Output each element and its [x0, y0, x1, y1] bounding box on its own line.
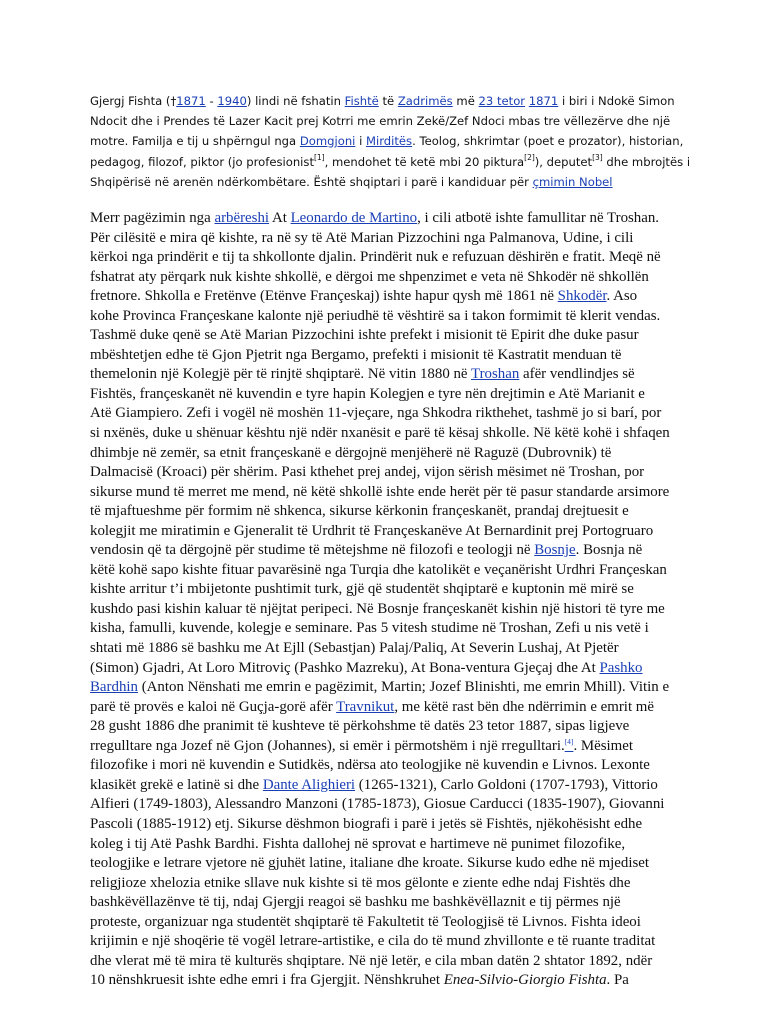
text-line [90, 698, 690, 718]
text-run: dhe vlerat më të mira të kulturës shqiptare. Në një letër, e cila mban datën 2 shtator 1892, ndër [90, 952, 653, 969]
text-line [90, 385, 690, 405]
text-run: Ndocit dhe i Prendes të Lazer Kacit prej Kotrri me emrin Zekë/Zef Ndoci mbas tre vëllezërve dhe një [90, 114, 671, 129]
wiki-link[interactable]: 1871 [176, 94, 206, 108]
text-line [90, 346, 690, 366]
footnote-link[interactable]: [4] [564, 736, 574, 746]
text-line [90, 600, 690, 620]
text-line [90, 815, 690, 835]
text-run: këtë kohë sapo kishte fituar pavarësinë nga Turqia dhe katolikët e veçanërisht Urdhri Françeskan [90, 561, 667, 578]
text-line [90, 776, 690, 796]
wiki-link[interactable]: Fishtë [344, 94, 379, 108]
text-line [90, 287, 690, 307]
text-line [90, 561, 690, 581]
text-run: i [355, 134, 366, 149]
text-line [90, 522, 690, 542]
text-run: parë të provës e kaloi në Guçja-gorë afër [90, 698, 337, 715]
text-line [90, 152, 690, 172]
text-run: teologjike e letrare vjetore në gjuhët latine, italiane dhe kroate. Sikurse kudo edhe në mjediset [90, 855, 650, 872]
text-line [90, 502, 690, 522]
text-line [90, 209, 690, 229]
text-line [90, 229, 690, 249]
text-run: të [378, 94, 398, 108]
intro-paragraph [90, 91, 690, 192]
text-run: pedagog, filozof, piktor (jo profesionist [90, 154, 314, 169]
text-line [90, 326, 690, 346]
text-run: Merr pagëzimin nga [90, 210, 215, 226]
text-run: Dalmacisë (Kroaci) për shërim. Pasi kthehet prej andej, vijon sërish mësimet në Troshan, por [90, 464, 645, 481]
text-run: fshatrat aty përqark nuk kishte shkollë, e dërgoi me shpenzimet e veta në Shkodër në shkollën [90, 268, 649, 285]
text-run: Shqipërisë në arenën ndërkombëtare. Është shqiptari i parë i kandiduar për [90, 174, 533, 189]
text-run: . Bosnja në [575, 542, 643, 559]
text-run: më [452, 94, 479, 108]
text-run: afër vendlindjes së [519, 366, 635, 383]
text-run: Pascoli (1885-1912) etj. Sikurse dëshmon biografi i parë i jetës së Fishtës, njëkohësisht edhe [90, 815, 643, 832]
footnote-ref: [1] [313, 152, 325, 162]
text-line [90, 932, 690, 952]
text-run: Enea-Silvio-Giorgio Fishta [443, 972, 607, 989]
text-line [90, 172, 690, 192]
wiki-link[interactable]: Dante Alighieri [262, 776, 356, 793]
text-line [90, 541, 690, 561]
text-line [90, 678, 690, 698]
text-run: 28 gusht 1886 dhe pranimit të kushteve të përkohshme të datës 23 tetor 1887, sipas ligjeve [90, 718, 630, 735]
text-run: kërkoi nga prindërit e tij ta shkollonte djalin. Prindërit nuk e refuzuan dëshirën e fratit. Meqë në [90, 249, 661, 266]
text-run: fretnore. Shkolla e Fretënve (Etënve Françeskaj) ishte hapur qysh më 1861 në [90, 288, 558, 305]
wiki-link[interactable]: çmimin Nobel [532, 174, 613, 189]
text-run: Për cilësitë e mira që kishte, ra në sy të Atë Marian Pizzochini nga Palmanova, Udine, i cili [90, 229, 634, 246]
text-run: 10 nënshkruesit ishte edhe emri i fra Gjergjit. Nënshkruhet [90, 972, 444, 989]
text-line [90, 248, 690, 268]
text-run: kohe Provinca Françeskane kalonte një periudhë të vështirë sa i takon formimit të klerit vendas. [90, 307, 661, 324]
text-line [90, 131, 690, 151]
biography-paragraph [90, 209, 690, 991]
text-run: Atë Giampiero. Zefi i vogël në moshën 11-vjeçare, nga Shkodra rikthehet, tashmë jo si barí, por [90, 405, 662, 422]
text-line [90, 971, 690, 991]
text-run: At [269, 210, 291, 226]
text-run: . Mësimet [573, 737, 633, 754]
text-run: . Teolog, shkrimtar (poet e prozator), historian, [412, 134, 684, 149]
text-line [90, 424, 690, 444]
text-run: (1265-1321), Carlo Goldoni (1707-1793), Vittorio [355, 776, 658, 793]
text-run: filozofike i mori në kuvendin e Sutidkës, ndërsa ato teologjike në kuvendin e Livnos. Lexonte [90, 757, 650, 774]
text-run: ) lindi në fshatin [246, 94, 345, 108]
text-line [90, 737, 690, 757]
text-line [90, 952, 690, 972]
text-line [90, 659, 690, 679]
text-run: kisha, famulli, kuvende, kolegje e seminare. Pas 5 vitesh studime në Troshan, Zefi u nis vetë i [90, 620, 649, 637]
text-line [90, 580, 690, 600]
wiki-link[interactable]: Mirditës [366, 134, 413, 149]
text-run: mbështetjen edhe të Gjon Pjetrit nga Bergamo, prefekti i misionit të Kastratit menduan të [90, 346, 622, 363]
text-run: , i cili atbotë ishte famullitar në Troshan. [417, 210, 660, 226]
text-run: sikurse mund të merret me mend, në këtë shkollë ishte ende herët për të pasur standarde arsimore [90, 483, 670, 500]
text-run: si nxënës, duke u shënuar kështu një ndër nxanësit e parë të kësaj shkolle. Në këtë kohë i shfaqen [90, 425, 670, 442]
text-run: religjioze xhelozia etnike sllave nuk kishte si të mos gëlonte e ziente edhe ndaj Fishtës dhe [90, 874, 631, 891]
footnote-ref: [2] [524, 152, 535, 162]
text-run: kolegjit me miratimin e Gjeneralit të Urdhrit të Françeskanëve At Bernardinit prej Portogruaro [90, 522, 654, 539]
text-run: Alfieri (1749-1803), Alessandro Manzoni (1785-1873), Giosue Carducci (1835-1907), Giovanni [90, 796, 665, 813]
text-run: i biri i Ndokë Simon [558, 94, 675, 108]
text-run: të mjaftueshme për formim në shkenca, sikurse kërkonin françeskanët, prandaj drejtuesit e [90, 503, 629, 520]
text-run: klasikët grekë e latinë si dhe [90, 776, 263, 793]
text-line [90, 835, 690, 855]
text-line [90, 307, 690, 327]
text-line [90, 913, 690, 933]
text-run: - [205, 94, 218, 108]
wiki-link[interactable]: Troshan [471, 366, 520, 383]
text-run: dhimbje në zemër, sa etnit françeskanë e dërgojnë menjëherë në Raguzë (Dubrovnik) të [90, 444, 612, 461]
text-run: (Anton Nënshati me emrin e pagëzimit, Martin; Jozef Blinishti, me emrin Mhill). Vitin e [137, 679, 670, 696]
text-run: dhe mbrojtës i [602, 154, 691, 169]
text-line [90, 463, 690, 483]
text-line [90, 91, 690, 111]
wiki-link[interactable]: Domgjoni [299, 134, 356, 149]
wiki-link[interactable]: 1940 [217, 94, 247, 108]
text-line [90, 717, 690, 737]
text-line [90, 854, 690, 874]
text-line [90, 756, 690, 776]
wiki-link[interactable]: Zadrimës [397, 94, 453, 108]
text-run: motre. Familja e tij u shpërngul nga [90, 134, 300, 149]
text-run: kushdo pasi kishin kaluar të njëjtat peripeci. Në Bosnje françeskanët kishin një histori të tyre me [90, 600, 665, 617]
text-line [90, 893, 690, 913]
footnote-ref: [3] [592, 152, 603, 162]
text-run: koleg i tij Atë Pashk Bardhi. Fishta dallohej në sprovat e hartimeve në punimet filozofike, [90, 835, 626, 852]
text-run: krijimin e një shoqërie të vogël letrare-artistike, e cila do të mund zhvillonte e të ruante traditat [90, 933, 656, 950]
text-run: proteste, organizuar nga studentët shqiptarë të Fakultetit të Teologjisë të Livnos. Fishta ideoi [90, 913, 641, 930]
wiki-link[interactable]: 23 tetor [478, 94, 526, 108]
text-run: kishte arritur t’i mbijetonte pushtimit turk, gjë që studentët shqiptarë e kuptonin më mirë se [90, 581, 634, 598]
text-line [90, 111, 690, 131]
text-run: , me këtë rast bën dhe ndërrimin e emrit më [394, 698, 654, 715]
text-run: Fishtës, françeskanët në kuvendin e tyre hapin Kolegjen e tyre nën drejtimin e Atë Marianit e [90, 385, 645, 402]
text-run: rregulltare nga Jozef në Gjon (Johannes), si emër i përmotshëm i një rregulltari. [90, 737, 565, 754]
text-run: Tashmë duke qenë se Atë Marian Pizzochini ishte prefekt i misionit të Epirit dhe duke pasur [90, 327, 639, 344]
text-line [90, 483, 690, 503]
text-line [90, 444, 690, 464]
text-line [90, 404, 690, 424]
text-run: , mendohet të ketë mbi 20 piktura [324, 154, 525, 169]
text-line [90, 874, 690, 894]
wiki-link[interactable]: Leonardo de Martino [290, 210, 418, 226]
text-run: Gjergj Fishta († [90, 94, 177, 108]
text-line [90, 268, 690, 288]
wiki-link[interactable]: Travnikut [336, 698, 395, 715]
text-run: shtati më 1886 së bashku me At Ejll (Sebastjan) Palaj/Paliq, At Severin Lushaj, At Pjetër [90, 640, 619, 657]
text-line [90, 365, 690, 385]
text-line [90, 639, 690, 659]
wiki-link[interactable]: Pashko [599, 659, 643, 676]
text-run: themelonin një Kolegjë për të rinjtë shqiptarë. Në vitin 1880 në [90, 366, 471, 383]
text-line [90, 619, 690, 639]
text-run: ), deputet [534, 154, 593, 169]
text-line [90, 795, 690, 815]
wiki-link[interactable]: 1871 [528, 94, 559, 108]
text-run: vendosin që ta dërgojnë për studime të mëtejshme në filozofi e teologji në [90, 542, 535, 559]
text-run: . Pa [606, 972, 629, 989]
wiki-link[interactable]: Bosnje [534, 542, 576, 559]
wiki-link[interactable]: Bardhin [90, 679, 138, 696]
text-run: (Simon) Gjadri, At Loro Mitroviç (Pashko Mazreku), At Bona-ventura Gjeçaj dhe At [90, 659, 600, 676]
wiki-link[interactable]: arbëreshi [214, 210, 270, 226]
text-run: . Aso [606, 288, 638, 305]
wiki-link[interactable]: Shkodër [557, 288, 607, 305]
text-run: bashkëvëllazënve të tij, ndaj Gjergji reagoi së bashku me bashkëvëllaznit e tij përmes një [90, 894, 621, 911]
